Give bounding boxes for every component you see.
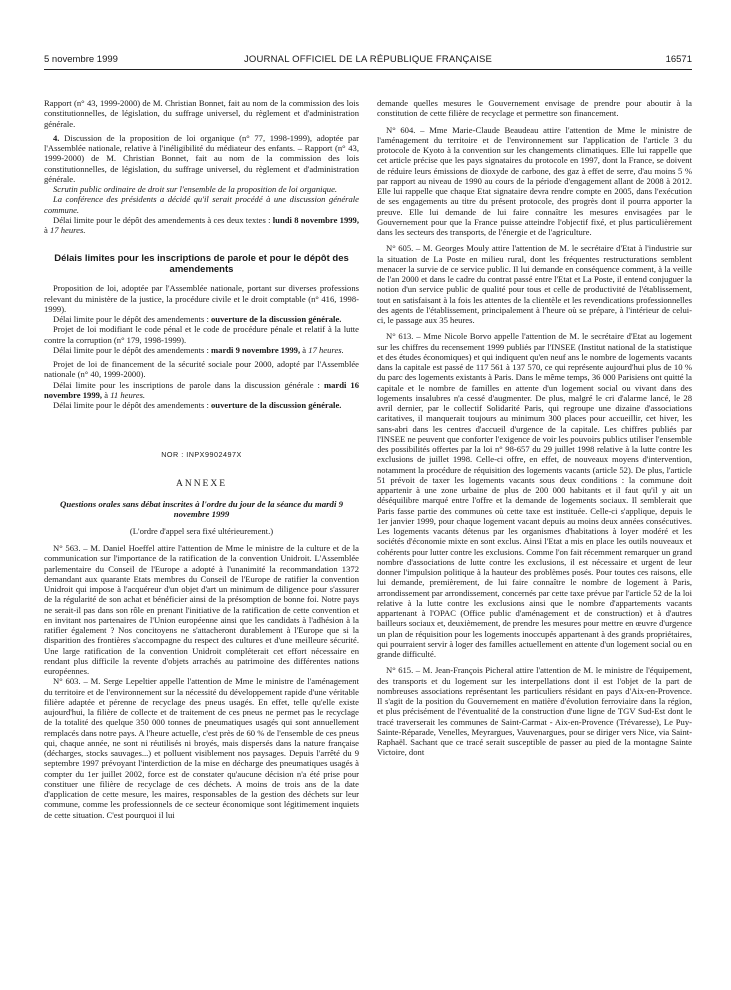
paragraph: Projet de loi modifiant le code pénal et le code de procédure pénale et relatif à la lutte contre la corruption (n° 179, 1998-1999). xyxy=(44,324,359,345)
paragraph: Scrutin public ordinaire de droit sur l'ensemble de la proposition de loi organique. xyxy=(53,184,338,194)
question-605: N° 605. – M. Georges Mouly attire l'attention de M. le secrétaire d'Etat à l'industrie sur la situation de La Poste en milieu rural, dont les fréquentes restructurations semblent menacer la survie de ce service public. Il lui demande en conséquence comment, à la veille de l'an 2000 et dans le cadre du contrat passé entre l'Etat et La Poste, il entend conjuguer la notion d'un service public de qualité pour tous et celle de productivité de l'établissement, tout en satisfaisant à la fois les attentes de la clientèle et les revendications professionnelles des agents de l'établissement, principalement à l'heure où se prépare, à l'intérieur de celui-ci, le passage aux 35 heures. xyxy=(377,243,692,325)
question-613: N° 613. – Mme Nicole Borvo appelle l'attention de M. le secrétaire d'Etat au logement sur les chiffres du recensement 1999 publiés par l'INSEE (Institut national de la statistique et des études économiques) et qui indiquent qu'en neuf ans le nombre de logements vacants dans la capitale est passé de 117 561 à 137 570, ce qui représente aujourd'hui plus de 10 % du parc des logements existants à Paris. Dans le même temps, 36 000 Parisiens ont quitté la capitale et le nombre de familles en attente d'un logement social ou vivant dans des logements insalubres n'a cessé d'augmenter. De plus, malgré le cri d'alarme lancé, le 28 avril dernier, par le collectif Solidarité Paris, qui regroupe une dizaine d'associations caritatives, il manquerait toujours au minimum 300 places pour accueillir, cet hiver, les sans-abri dans les centres d'accueil d'urgence de la capitale. Les chiffres publiés par l'INSEE ne peuvent que conforter l'exigence de voir les pouvoirs publics utiliser l'ensemble des possibilités offertes par la loi n° 98-657 du 29 juillet 1998 relative à la lutte contre les exclusions de juillet 1998. Celle-ci offre, en effet, de nouveaux moyens d'intervention, notamment la procédure de réquisition des logements vacants (article 52). De plus, l'article 51 prévoit de taxer les logements vacants sous deux conditions : la commune doit appartenir à une zone urbaine de plus de 200 000 habitants et il faut qu'il y ait un déséquilibre marqué entre l'offre et la demande de logements sociaux. Il semblerait que Paris fasse partie des communes où cette taxe est instituée. Celle-ci s'applique, depuis le 1er janvier 1999, pour chaque logement vacant depuis au moins deux années consécutives. Les logements vacants détenus par les organismes d'habitations à loyer modéré et les sociétés d'économie mixte en sont exclus. Ainsi l'Etat a mis en place les outils nouveaux et cohérents pour lutter contre les exclusions. Comme l'on fait récemment remarquer un grand nombre d'associations de lutte contre les exclusions, il est nécessaire et urgent de leur donner l'impulsion politique à la hauteur des problèmes posés. Pour toutes ces raisons, elle lui demande, premièrement, de lui faire connaître le nombre de logement à Paris, arrondissement par arrondissement, concernés par cette taxe prévue par l'article 52 de la loi relative à la lutte contre les exclusions ainsi que le nombre d'appartements vacants appartenant à l'OPAC (Office public d'aménagement et de construction) et à d'autres bailleurs sociaux et, deuxièmement, de prendre les mesures pour mettre en œuvre d'urgence un plan de réquisition pour les logements inoccupés appartenant à des grands propriétaires, qui pourraient servir à loger des familles actuellement en attente d'un logement social ou en grande difficulté. xyxy=(377,331,692,659)
left-column xyxy=(44,98,359,820)
paragraph: demande quelles mesures le Gouvernement envisage de prendre pour aboutir à la constitution de cette filière de recyclage et permettre son financement. xyxy=(377,98,692,119)
question-615: N° 615. – M. Jean-François Picheral attire l'attention de M. le ministre de l'équipement, des transports et du logement sur les interpellations dont il est l'objet de la part de nombreuses associations représentant les particuliers résidant en pays d'Aix-en-Provence. Il s'agit de la position du Gouvernement en matière d'évolution ferroviaire dans la région, et plus précisément de l'éventualité de la construction d'une ligne de TGV Sud-Est dont le tracé traverserait les communes de Saint-Carmat - Aix-en-Provence (Trévaresse), Le Puy-Sainte-Réparade, Venelles, Meyrargues, Vauvenargues, pour se diriger vers Nice, via Saint-Raphaël. Sachant que ce tracé serait susceptible de passer au pied de la montagne Sainte Victoire, dont xyxy=(377,665,692,758)
paragraph: Projet de loi de financement de la sécurité sociale pour 2000, adopté par l'Assemblée nationale (n° 40, 1999-2000). xyxy=(44,359,359,380)
questions-note: (L'ordre d'appel sera fixé ultérieurement.) xyxy=(129,525,274,536)
header-journal-title: JOURNAL OFFICIEL DE LA RÉPUBLIQUE FRANÇAISE xyxy=(243,54,493,65)
paragraph: Délai limite pour le dépôt des amendements : ouverture de la discussion générale. xyxy=(53,314,342,324)
annexe-heading: ANNEXE xyxy=(175,478,228,489)
question-563: N° 563. – M. Daniel Hoeffel attire l'attention de Mme le ministre de la culture et de la communication sur l'importance de la ratification de la convention Unidroit. L'Assemblée parlementaire du Conseil de l'Europe a adopté à l'unanimité la recommandation 1372 demandant aux quarante Etats membres du Conseil de l'Europe de ratifier la convention Unidroit qui impose à l'acquéreur d'un objet d'art un minimum de diligence pour s'assurer de la régularité de son achat et bénéficier ainsi de la présomption de bonne foi. Notre pays ne serait-il pas dans son rôle en prenant l'initiative de la ratification de cette convention et en invitant nos partenaires de l'Union européenne ainsi que les candidats à l'adhésion à la ratifier également ? Nos concitoyens ne s'attacheront durablement à l'Europe que si la disparition des frontières s'accompagne du respect des cultures et d'une meilleure sécurité. Une large ratification de la convention Unidroit compléterait cet effort nécessaire en rendant plus difficile la revente d'objets arrachés au patrimoine des différentes nations européennes. xyxy=(44,543,359,676)
page-header xyxy=(44,54,692,68)
question-603: N° 603. – M. Serge Lepeltier appelle l'attention de Mme le ministre de l'aménagement du territoire et de l'environnement sur la nécessité du développement rapide d'une véritable filière adaptée et pérenne de recyclage des pneus usagés. En effet, telle qu'elle existe aujourd'hui, la filière de collecte et de traitement de ces pneus ne permet pas le recyclage de la totalité des quelque 350 000 tonnes de pneumatiques usagés qui sont annuellement remplacés dans notre pays. A l'heure actuelle, c'est près de 60 % de l'ensemble de ces pneus qui, chaque année, ne sont ni réutilisés ni broyés, mais dispersés dans la nature française (décharges, stocks sauvages...) et polluent visiblement nos paysages. Depuis l'arrêté du 9 septembre 1997 prévoyant l'interdiction de la mise en décharge des pneumatiques usagés à compter du 1er juillet 2002, force est de constater qu'aucune décision n'a été prise pour constituer une filière de recyclage de ces déchets. A moins de trois ans de la date d'application de cette mesure, les maires, responsables de la gestion des déchets sur leur commune, comme les professionnels de ce secteur économique sont légitimement inquiets de cette situation. C'est pourquoi il lui xyxy=(44,676,359,820)
paragraph: Proposition de loi, adoptée par l'Assemblée nationale, portant sur diverses professions relevant du ministère de la justice, la procédure civile et le droit comptable (n° 416, 1998-1999). xyxy=(44,283,359,314)
header-rule xyxy=(44,69,692,70)
item-number: 4. xyxy=(53,132,60,143)
right-column xyxy=(377,98,692,758)
section-title: Délais limites pour les inscriptions de parole et pour le dépôt des amendements xyxy=(54,253,349,276)
questions-title: Questions orales sans débat inscrites à l'ordre du jour de la séance du mardi 9 novembre 1999 xyxy=(60,498,343,520)
paragraph: Délai limite pour le dépôt des amendements : mardi 9 novembre 1999, à 17 heures. xyxy=(53,344,344,355)
paragraph: Délai limite pour le dépôt des amendements à ces deux textes : lundi 8 novembre 1999, à 17 heures. xyxy=(44,214,360,235)
question-604: N° 604. – Mme Marie-Claude Beaudeau attire l'attention de Mme le ministre de l'aménagement du territoire et de l'environnement sur l'application de l'article 3 du protocole de Kyoto à la convention sur les changements climatiques. Elle lui rappelle que cet article précise que les pays signataires du protocole en 1997, dont la France, se doivent de réduire leurs émissions de dioxyde de carbone, des gaz à effet de serre, d'au moins 5 % par rapport au niveau de 1990 au cours de la période d'engagement allant de 2008 à 2012. Elle lui rappelle que chaque Etat signataire devra rendre compte en 2005, dans l'exécution de ses engagements au titre du présent protocole, des progrès dont il pourra apporter la preuve. Elle lui demande de lui faire connaître les mesures envisagées par le Gouvernement pour que la France puisse atteindre l'objectif fixé, et plus particulièrement dans les secteurs des transports, de l'énergie et de l'agriculture. xyxy=(377,124,692,237)
header-date: 5 novembre 1999 xyxy=(44,54,118,65)
paragraph: Rapport (n° 43, 1999-2000) de M. Christian Bonnet, fait au nom de la commission des lois constitutionnelles, de législation, du suffrage universel, du règlement et d'administration générale. xyxy=(44,98,359,129)
paragraph: Délai limite pour le dépôt des amendements : ouverture de la discussion générale. xyxy=(53,400,342,410)
paragraph: La conférence des présidents a décidé qu'il serait procédé à une discussion générale commune. xyxy=(44,194,359,215)
header-page-number: 16571 xyxy=(665,54,692,65)
nor-reference: NOR : INPX9902497X xyxy=(161,450,242,460)
paragraph: Délai limite pour les inscriptions de parole dans la discussion générale : mardi 16 novembre 1999, à 11 heures. xyxy=(44,379,360,400)
paragraph: 4. Discussion de la proposition de loi organique (n° 77, 1998-1999), adoptée par l'Assemblée nationale, relative à l'inéligibilité du médiateur des enfants. – Rapport (n° 43, 1999-2000) de M. Christian Bonnet, fait au nom de la commission des lois constitutionnelles, de législation, du suffrage universel, du règlement et d'administration générale. xyxy=(44,132,359,184)
